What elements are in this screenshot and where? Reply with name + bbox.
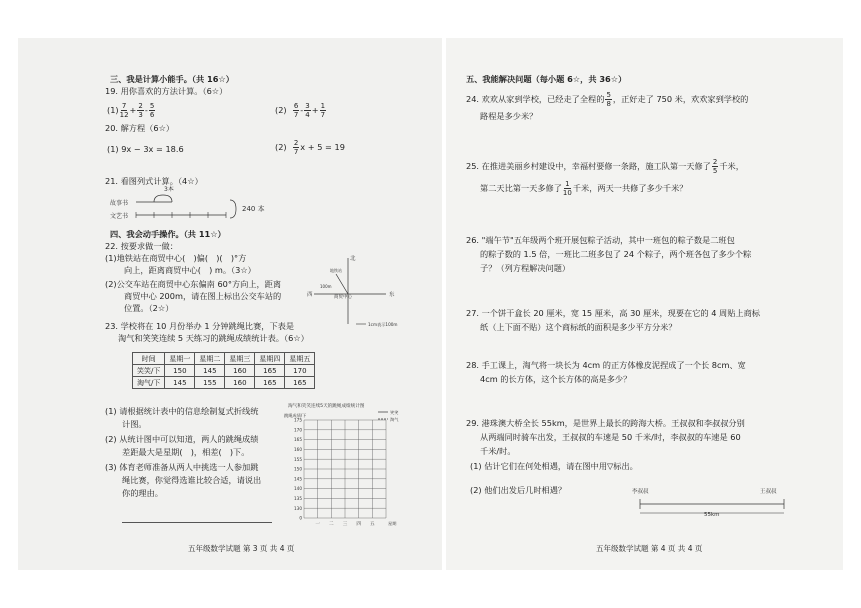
fraction	[149, 102, 155, 119]
y-tick-label: 0	[299, 515, 302, 521]
q20-1-equation: (1) 9x − 3x = 18.6	[107, 144, 184, 154]
q22-2-line1: (2)公交车站在商贸中心东偏南 60°方向上，距离	[105, 279, 282, 289]
q21-line-diagram	[108, 182, 298, 224]
q21-top-label: 3本	[164, 186, 174, 193]
table-cell: 150	[165, 365, 195, 377]
q23-line1: 23. 学校将在 10 月份举办 1 分钟跳绳比赛，下表是	[105, 321, 295, 331]
q25-text: 25. 在推进美丽乡村建设中，幸福村要修一条路，施工队第一天修了	[466, 161, 711, 171]
q26-line2: 的粽子数的 1.5 倍，一班比二班多包了 24 个粽子，两个班各包了多少个粽	[480, 249, 752, 259]
operator: +	[311, 105, 319, 115]
denominator: 7	[293, 111, 299, 119]
q21-lit-label: 文艺书	[110, 213, 129, 220]
operator: -	[300, 105, 304, 115]
legend-item: 笑笑	[390, 410, 399, 415]
table-header-cell: 星期一	[165, 353, 195, 365]
bridge-diagram	[626, 484, 796, 520]
q28-line1: 28. 手工课上，淘气将一块长为 4cm 的正方体橡皮泥捏成了一个长 8cm、宽	[466, 360, 746, 370]
y-tick-label: 135	[294, 496, 302, 501]
denominator: 10	[562, 189, 572, 197]
q23-3-line2: 绳比赛，你觉得选谁比较合适，请说出	[122, 475, 262, 485]
q24-line1	[466, 91, 748, 108]
x-tick-label: 三	[342, 522, 348, 527]
map-east-label: 东	[389, 292, 395, 298]
table-header-row	[133, 353, 315, 365]
table-cell: 笑笑/下	[133, 365, 165, 377]
section-3-heading: 三、我是计算小能手。（共 16☆）	[110, 74, 234, 84]
numerator: 7	[121, 102, 127, 110]
q23-3-line3: 你的理由。	[122, 488, 163, 498]
q23-1-line1: (1) 请根据统计表中的信息绘制复式折线统	[105, 406, 259, 416]
table-row	[133, 365, 315, 377]
fraction	[712, 158, 718, 175]
operator: +	[129, 105, 137, 115]
numerator: 2	[712, 158, 718, 166]
answer-line	[122, 522, 272, 523]
y-tick-label: 145	[294, 476, 302, 482]
q29-line2: 从两端同时骑车出发，王叔叔的车速是 50 千米/时，李叔叔的车速是 60	[480, 432, 741, 442]
x-tick-label: 二	[329, 522, 334, 527]
table-cell: 145	[195, 365, 225, 377]
q25-line1	[466, 158, 744, 175]
table-header-cell: 星期二	[195, 353, 225, 365]
q25-line2	[480, 180, 687, 197]
denominator: 6	[149, 111, 155, 119]
q23-3-line1: (3) 体育老师准备从两人中挑选一人参加跳	[105, 462, 259, 472]
bridge-left-label: 李叔叔	[632, 489, 649, 495]
y-tick-label: 140	[294, 486, 302, 492]
page-3-footer: 五年级数学试题 第 3 页 共 4 页	[188, 544, 295, 553]
q23-2-line2: 差距最大是星期( )，相差( )下。	[122, 447, 250, 457]
table-row	[133, 377, 315, 389]
numerator: 5	[606, 91, 611, 99]
x-tick-label: 五	[370, 522, 375, 527]
q20-2-equation	[275, 139, 345, 156]
x-tick-label: 一	[315, 522, 320, 527]
legend-item: 淘气	[390, 417, 399, 422]
q25-text: 千米，	[719, 161, 744, 171]
section-4-heading: 四、我会动手操作。（共 11☆）	[110, 229, 226, 239]
line-chart-grid	[282, 400, 410, 530]
map-center-label: 商贸中心	[334, 295, 352, 300]
q21-total-label: 240 本	[242, 205, 265, 213]
q26-line1: 26. "端午节"五年级两个班开展包粽子活动，其中一班包的粽子数是二班包	[466, 235, 735, 245]
fraction	[320, 102, 326, 119]
denominator: 4	[305, 111, 310, 119]
q21-title: 21. 看图列式计算。（4☆）	[105, 176, 203, 186]
q29-2-text: (2) 他们出发后几时相遇？	[470, 485, 567, 495]
q20-2-index: (2)	[275, 142, 287, 152]
q26-line3: 子？（列方程解决问题）	[480, 263, 571, 273]
numerator: 1	[320, 102, 326, 110]
q22-2-line2: 商贸中心 200m，请在图上标出公交车站的	[124, 291, 282, 301]
table-cell: 145	[165, 377, 195, 389]
q19-2-expression	[275, 102, 327, 119]
q24-text: 24. 欢欢从家到学校，已经走了全程的	[466, 94, 605, 104]
table-cell: 160	[225, 365, 255, 377]
q21-story-label: 故事书	[110, 200, 129, 207]
table-header-cell: 星期四	[255, 353, 285, 365]
map-station-label: 地铁站	[330, 268, 342, 273]
table-cell: 165	[255, 365, 285, 377]
table-header-cell: 时间	[133, 353, 165, 365]
operator: -	[144, 105, 148, 115]
x-tick-label: 四	[356, 522, 361, 527]
numerator: 6	[293, 102, 299, 110]
page-4-footer: 五年级数学试题 第 4 页 共 4 页	[596, 544, 703, 553]
q22-1-line2: 向上，距离商贸中心( ) m。（3☆）	[124, 265, 256, 275]
numerator: 5	[149, 102, 155, 110]
map-west-label: 西	[307, 292, 313, 298]
exam-page-4	[446, 38, 843, 570]
q19-2-index: (2)	[275, 105, 287, 115]
map-north-label: 北	[350, 256, 356, 262]
y-tick-label: 175	[294, 417, 302, 423]
map-distance-label: 100m	[320, 284, 332, 289]
table-cell: 165	[285, 377, 315, 389]
y-tick-label: 130	[294, 505, 302, 511]
table-cell: 165	[255, 377, 285, 389]
q25-text: 千米，两天一共修了多少千米？	[572, 183, 688, 193]
denominator: 7	[293, 148, 299, 156]
numerator: 1	[565, 180, 570, 188]
q27-line2: 纸（上下面不贴）这个商标纸的面积是多少平方分米？	[480, 322, 677, 332]
score-table	[132, 352, 315, 389]
table-header-cell: 星期五	[285, 353, 315, 365]
q23-line2: 淘气和笑笑连续 5 天练习的跳绳成绩统计表。（6☆）	[118, 333, 309, 343]
denominator: 7	[320, 111, 326, 119]
fraction	[563, 180, 572, 197]
q24-line2: 路程是多少米？	[480, 111, 538, 121]
q19-title: 19. 用你喜欢的方法计算。（6☆）	[105, 86, 228, 96]
section-5-heading: 五、我能解决问题（每小题 6☆，共 36☆）	[466, 74, 627, 84]
q20-title: 20. 解方程（6☆）	[105, 123, 175, 133]
y-tick-label: 160	[294, 447, 302, 452]
q25-text: 第二天比第一天多修了	[480, 183, 562, 193]
y-tick-label: 170	[294, 427, 302, 433]
map-scale-label: 1cm表示100m	[368, 322, 398, 327]
numerator: 2	[138, 102, 143, 110]
q19-1-index: (1)	[107, 105, 119, 115]
q22-2-line3: 位置。（2☆）	[124, 303, 174, 313]
table-header-cell: 星期三	[225, 353, 255, 365]
numerator: 3	[305, 102, 310, 110]
chart-ylabel: 跳绳成绩/下	[284, 413, 307, 418]
x-axis-label: 星期	[388, 521, 397, 526]
q27-line1: 27. 一个饼干盒长 20 厘米，宽 15 厘米，高 30 厘米，现要在它的 4 周贴上商标	[466, 308, 760, 318]
q19-1-expression	[107, 102, 156, 119]
bridge-right-label: 王叔叔	[760, 489, 777, 495]
denominator: 3	[138, 111, 143, 119]
q22-1-line1: (1)地铁站在商贸中心( )偏( )( )°方	[105, 253, 247, 263]
y-tick-label: 165	[294, 437, 302, 443]
fraction	[605, 91, 611, 108]
fraction	[293, 102, 299, 119]
denominator: 8	[606, 100, 611, 108]
q22-title: 22. 按要求做一做：	[105, 241, 178, 251]
q23-2-line1: (2) 从统计图中可以知道，两人的跳绳成绩	[105, 434, 259, 444]
fraction	[137, 102, 143, 119]
chart-title: 淘气和笑笑连续5天的跳绳成绩统计图	[288, 404, 365, 409]
equation-rest: x + 5 = 19	[300, 142, 345, 152]
y-tick-label: 155	[294, 456, 302, 462]
q29-1-text: (1) 估计它们在何处相遇，请在图中用▽标出。	[470, 461, 638, 471]
fraction	[120, 102, 129, 119]
table-cell: 155	[195, 377, 225, 389]
direction-map	[306, 252, 418, 332]
numerator: 2	[293, 139, 299, 147]
fraction	[293, 139, 299, 156]
q24-text: ，正好走了 750 米，欢欢家到学校的	[612, 94, 749, 104]
q29-line3: 千米/时。	[480, 446, 516, 456]
table-cell: 170	[285, 365, 315, 377]
y-tick-label: 150	[294, 466, 302, 472]
fraction	[304, 102, 310, 119]
table-cell: 淘气/下	[133, 377, 165, 389]
denominator: 12	[119, 111, 129, 119]
table-cell: 160	[225, 377, 255, 389]
exam-page-3	[18, 38, 442, 570]
q28-line2: 4cm 的长方体，这个长方体的高是多少？	[480, 374, 632, 384]
denominator: 5	[712, 167, 718, 175]
q23-1-line2: 计图。	[122, 419, 147, 429]
bridge-length-label: 55km	[704, 512, 720, 518]
q29-line1: 29. 港珠澳大桥全长 55km，是世界上最长的跨海大桥。王叔叔和李叔叔分别	[466, 418, 745, 428]
